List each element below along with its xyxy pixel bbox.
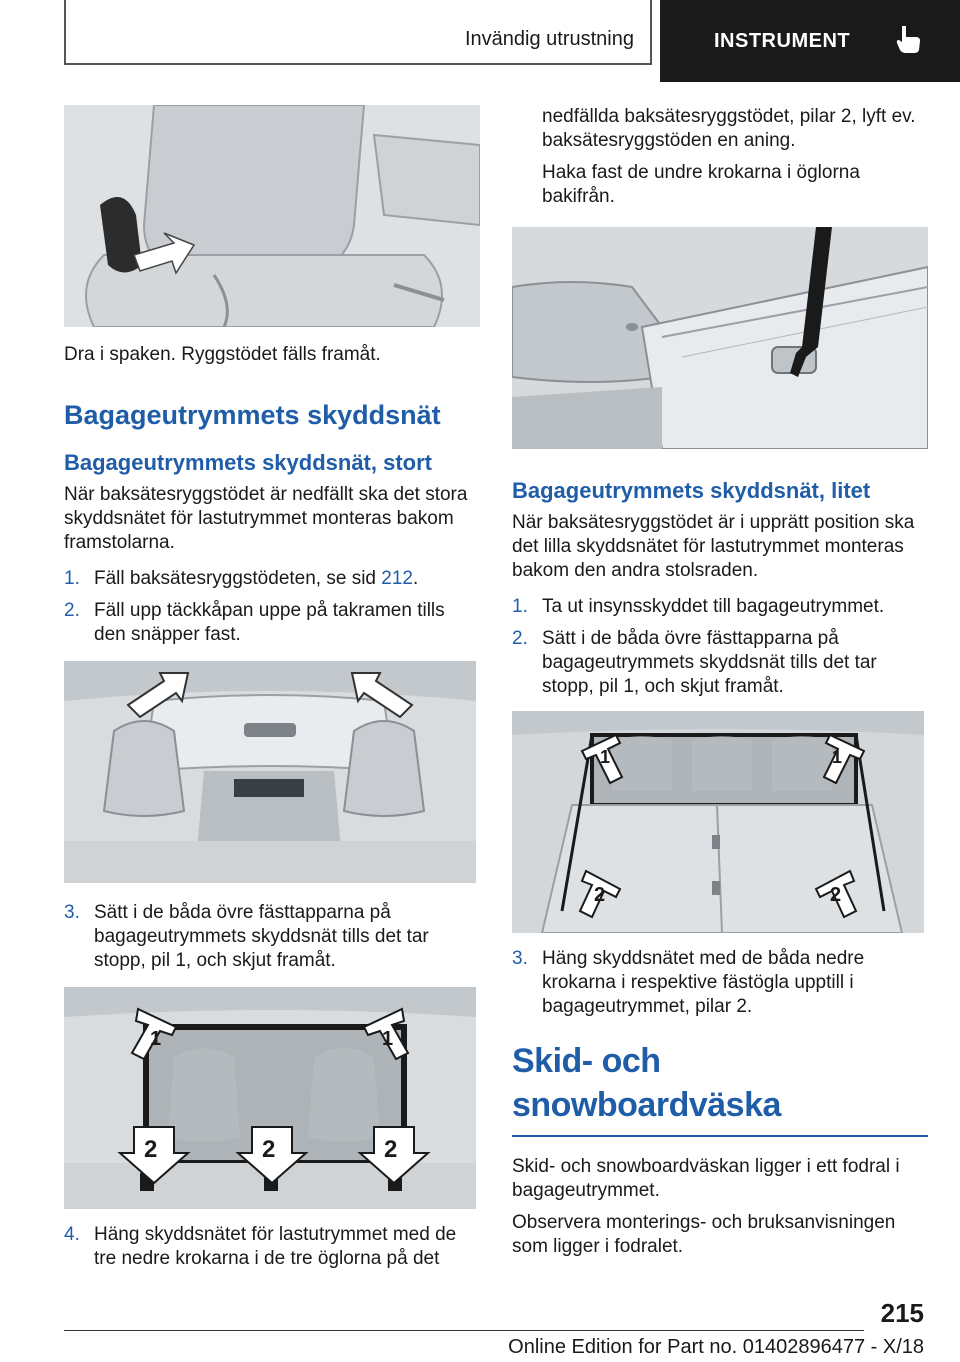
steps-small-net-a bbox=[512, 595, 928, 699]
list-item: 3. Sätt i de båda övre fästtapparna på bagageutrymmets skyddsnät tills det tar stopp, pil 1, och skjut framåt. bbox=[64, 902, 429, 971]
right-column bbox=[512, 105, 928, 1259]
svg-text:2: 2 bbox=[830, 884, 842, 906]
figure-seat-lever bbox=[64, 105, 480, 327]
ski-bag-para-2: Observera monterings- och bruksanvisningen som ligger i fodralet. bbox=[512, 1212, 896, 1257]
figure-roof-frame-arrows bbox=[64, 661, 476, 883]
list-item: 2. Sätt i de båda övre fästtapparna på bagageutrymmets skyddsnät tills det tar stopp, pil 1, och skjut framåt. bbox=[512, 628, 877, 697]
steps-large-net-a bbox=[64, 567, 480, 647]
svg-text:1: 1 bbox=[600, 747, 611, 767]
list-item: 1. Fäll baksätesryggstödeten, se sid 212. bbox=[64, 568, 419, 589]
header-rule-mid bbox=[650, 0, 652, 64]
left-column bbox=[64, 105, 480, 1279]
page-link-212[interactable]: 212 bbox=[381, 568, 413, 589]
header-rule-bottom bbox=[64, 63, 652, 65]
hand-pointer-icon bbox=[896, 24, 922, 54]
steps-large-net-c bbox=[64, 1223, 480, 1271]
step4-continuation: nedfällda baksätesryggstödet, pilar 2, lyft ev. baksätesryggstöden en aning. bbox=[542, 106, 916, 151]
heading-ski-bag-rule bbox=[512, 1135, 928, 1137]
figure-hook-eyelet bbox=[512, 227, 928, 449]
header-section-title: Invändig utrustning bbox=[464, 28, 634, 50]
heading-cargo-net: Bagageutrymmets skyddsnät bbox=[64, 400, 441, 430]
figure-large-net-installed bbox=[64, 987, 476, 1209]
subheading-small-net: Bagageutrymmets skyddsnät, litet bbox=[512, 478, 871, 503]
list-item: 3. Häng skyddsnätet med de båda nedre krokarna i respektive fästögla upptill i bagageutrymmet, pilar 2. bbox=[512, 948, 865, 1017]
caption-seat-lever: Dra i spaken. Ryggstödet fälls framåt. bbox=[64, 344, 381, 365]
intro-small-net: När baksätesryggstödet är i upprätt position ska det lilla skyddsnätet för lastutrymmet monteras bakom den andra stolsraden. bbox=[512, 512, 915, 581]
subheading-large-net: Bagageutrymmets skyddsnät, stort bbox=[64, 450, 432, 475]
header-chapter-label: INSTRUMENT bbox=[714, 30, 851, 52]
svg-text:1: 1 bbox=[832, 747, 843, 767]
steps-small-net-b bbox=[512, 947, 928, 1019]
ski-bag-para-1: Skid- och snowboardväskan ligger i ett fodral i bagageutrymmet. bbox=[512, 1156, 900, 1201]
header-chapter-tab[interactable] bbox=[660, 0, 960, 82]
list-item: 2. Fäll upp täckkåpan uppe på takramen tills den snäpper fast. bbox=[64, 600, 445, 645]
header-rule-left bbox=[64, 0, 66, 64]
svg-text:2: 2 bbox=[262, 1136, 276, 1163]
footer-rule bbox=[64, 1330, 864, 1331]
footer-edition: Online Edition for Part no. 01402896477 - X/18 bbox=[508, 1336, 924, 1358]
steps-large-net-b bbox=[64, 901, 480, 973]
svg-text:2: 2 bbox=[594, 884, 606, 906]
svg-text:2: 2 bbox=[384, 1136, 398, 1163]
svg-text:2: 2 bbox=[144, 1136, 158, 1163]
figure-small-net-installed bbox=[512, 711, 924, 933]
list-item: 1. Ta ut insynsskyddet till bagageutrymmet. bbox=[512, 596, 885, 617]
hook-instruction: Haka fast de undre krokarna i öglorna bakifrån. bbox=[542, 162, 860, 207]
intro-large-net: När baksätesryggstödet är nedfällt ska det stora skyddsnätet för lastutrymmet monteras bakom framstolarna. bbox=[64, 484, 468, 553]
page-number: 215 bbox=[880, 1298, 924, 1328]
svg-text:1: 1 bbox=[382, 1028, 394, 1050]
svg-text:1: 1 bbox=[150, 1028, 162, 1050]
heading-ski-bag: Skid- och snowboardväska bbox=[512, 1042, 781, 1124]
list-item: 4. Häng skyddsnätet för lastutrymmet med de tre nedre krokarna i de tre öglorna på det bbox=[64, 1224, 457, 1269]
